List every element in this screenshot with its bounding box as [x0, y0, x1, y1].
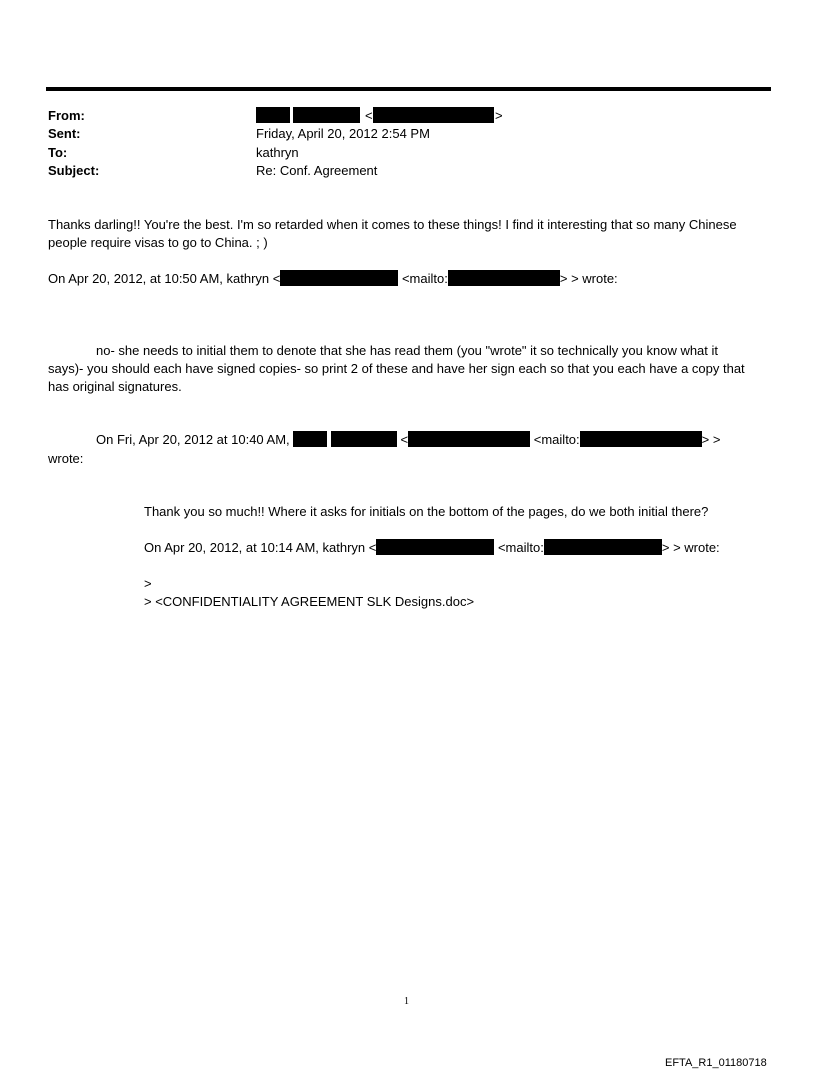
header-rule [46, 87, 771, 91]
to-label: To: [48, 145, 68, 160]
page-number: 1 [404, 996, 409, 1007]
from-label: From: [48, 108, 85, 123]
quote-wrote: wrote: [48, 451, 84, 466]
attachment-line: > <CONFIDENTIALITY AGREEMENT SLK Designs.doc> [144, 594, 475, 609]
redacted-email [408, 431, 530, 447]
redacted-name [331, 431, 397, 447]
quote-suffix: > > wrote: [559, 271, 618, 286]
sent-value: Friday, April 20, 2012 2:54 PM [256, 126, 430, 141]
redacted-sender-last-name [293, 107, 360, 123]
quote-header-2 [96, 431, 720, 449]
subject-label: Subject: [48, 163, 100, 178]
quote-header-1 [48, 270, 618, 288]
subject-value: Re: Conf. Agreement [256, 163, 378, 178]
quote-suffix: > > [701, 432, 721, 447]
quote-prefix: On Apr 20, 2012, at 10:50 AM, kathryn < [48, 271, 281, 286]
redacted-email [580, 431, 702, 447]
redacted-name [293, 431, 327, 447]
body-line: people require visas to go to China. ; ) [48, 235, 268, 250]
mailto-text: <mailto: [401, 271, 448, 286]
redacted-email [280, 270, 398, 286]
body-line: Thanks darling!! You're the best. I'm so retarded when it comes to these things! I find it interesting that so many Chinese [48, 217, 737, 232]
quote-prefix: On Apr 20, 2012, at 10:14 AM, kathryn < [144, 540, 377, 555]
redacted-email [448, 270, 560, 286]
quote-prefix: On Fri, Apr 20, 2012 at 10:40 AM, [96, 432, 290, 447]
quote-marker: > [144, 576, 152, 591]
redacted-email [544, 539, 662, 555]
from-lt: < [365, 108, 373, 123]
redacted-sender-email [373, 107, 494, 123]
body-line: Thank you so much!! Where it asks for initials on the bottom of the pages, do we both initial there? [144, 504, 709, 519]
mailto-text: <mailto: [533, 432, 580, 447]
body-line: says)- you should each have signed copies- so print 2 of these and have her sign each so that you each have a copy that [48, 361, 745, 376]
sent-label: Sent: [48, 126, 81, 141]
body-line: has original signatures. [48, 379, 182, 394]
body-line: no- she needs to initial them to denote that she has read them (you "wrote" it so technically you know what it [96, 343, 719, 358]
redacted-sender-first-name [256, 107, 290, 123]
redacted-email [376, 539, 494, 555]
quote-suffix: > > wrote: [661, 540, 720, 555]
quote-lt: < [400, 432, 409, 447]
mailto-text: <mailto: [497, 540, 544, 555]
quote-header-3 [144, 539, 720, 557]
from-gt: > [495, 108, 503, 123]
to-value: kathryn [256, 145, 299, 160]
document-id: EFTA_R1_01180718 [665, 1057, 767, 1069]
